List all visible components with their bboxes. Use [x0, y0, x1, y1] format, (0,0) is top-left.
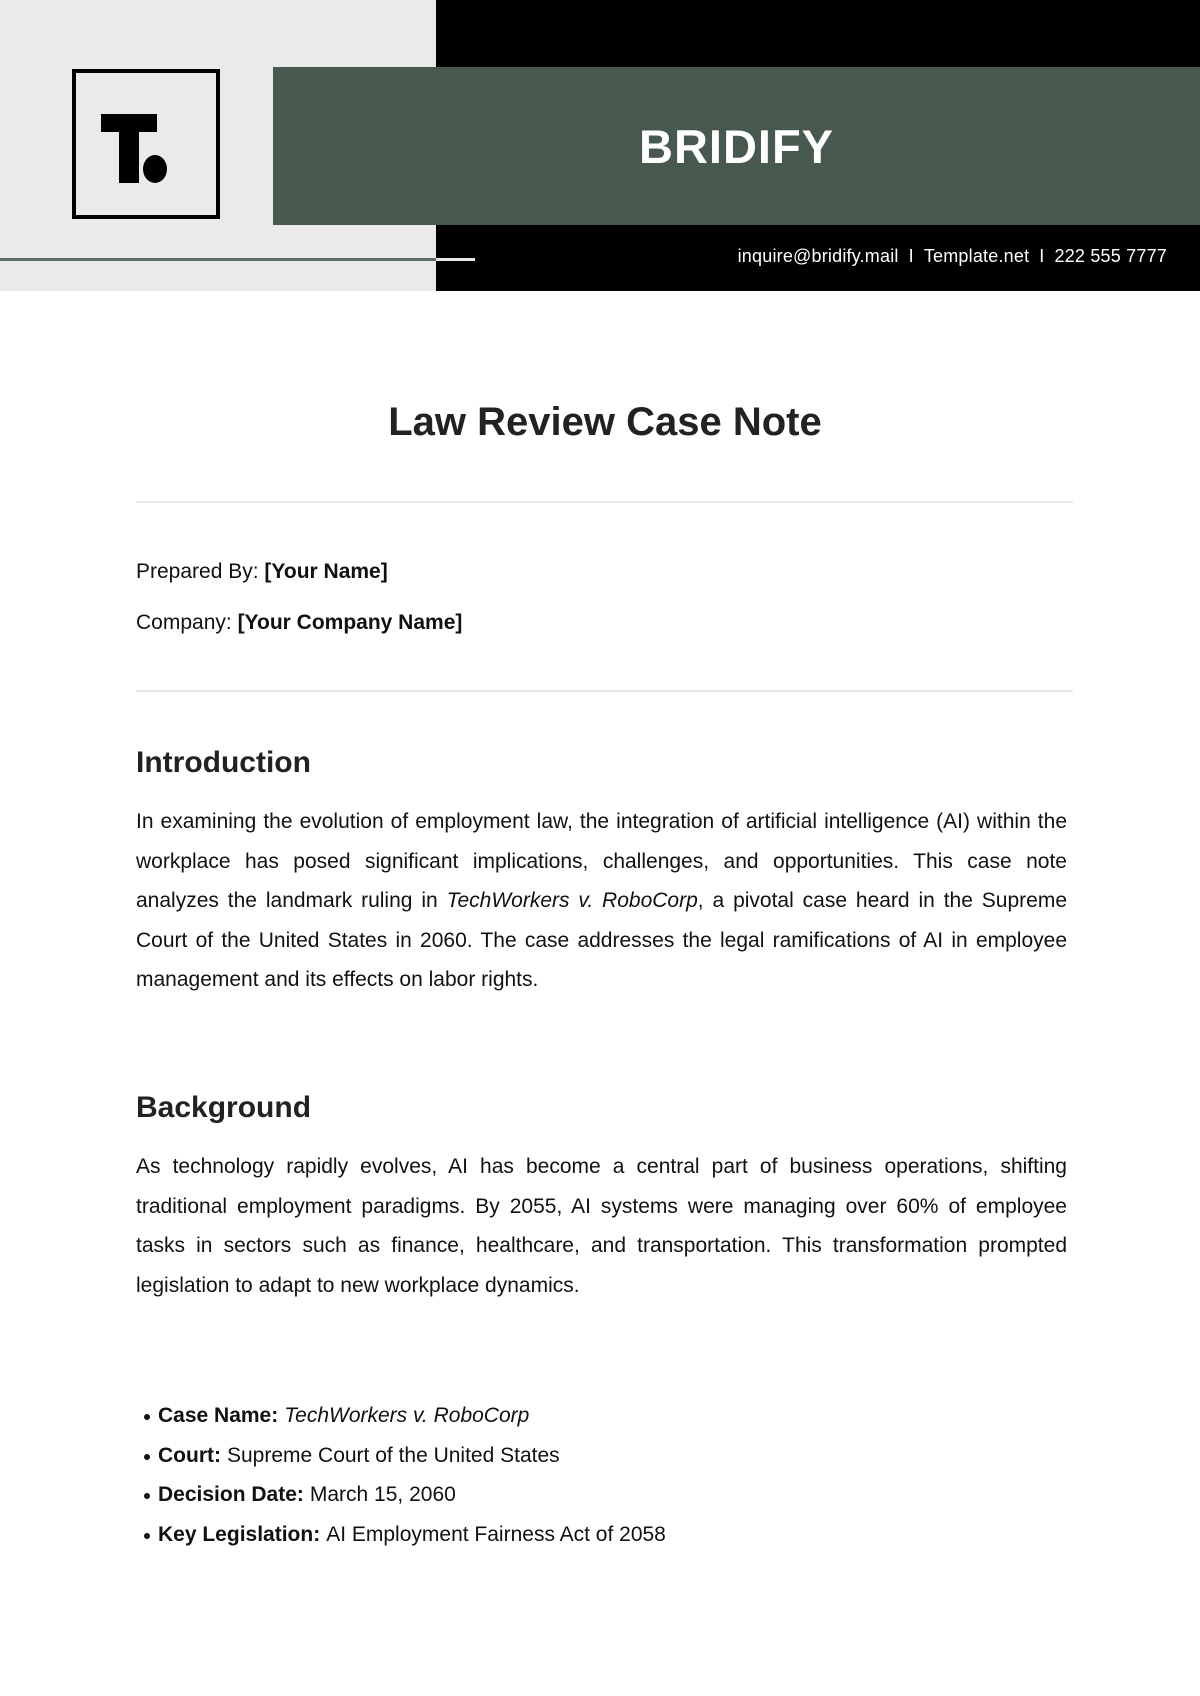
intro-case-name: TechWorkers v. RoboCorp	[446, 889, 698, 912]
company-value: [Your Company Name]	[237, 611, 463, 634]
fact-value: March 15, 2060	[309, 1483, 456, 1506]
logo-t-crossbar	[101, 114, 157, 132]
list-item	[144, 1396, 666, 1436]
list-item	[144, 1475, 666, 1515]
company-label: Company:	[136, 611, 232, 634]
fact-value: Supreme Court of the United States	[226, 1443, 560, 1467]
contact-separator: I	[1039, 246, 1045, 266]
list-item	[144, 1515, 666, 1555]
introduction-paragraph	[136, 802, 1067, 1000]
intro-text-b: , a pivotal case heard in the Supreme Court of the United States in 2060. The case addresses the legal ramifications of AI in employee management and its effects on labor rights.	[136, 889, 1068, 991]
fact-label: Decision Date:	[158, 1483, 304, 1506]
contact-separator: I	[908, 246, 914, 266]
bullet-icon	[144, 1414, 150, 1420]
fact-label: Court:	[158, 1443, 221, 1467]
prepared-by	[136, 560, 388, 584]
section-heading-background: Background	[136, 1091, 312, 1124]
divider	[136, 690, 1073, 692]
contact-website: Template.net	[923, 246, 1030, 266]
page-title: Law Review Case Note	[388, 400, 822, 444]
company-logo-icon	[72, 69, 220, 219]
brand-name: BRIDIFY	[639, 119, 834, 173]
logo-t-stem	[119, 131, 139, 183]
prepared-by-value: [Your Name]	[264, 560, 388, 583]
fact-label: Key Legislation:	[158, 1522, 321, 1546]
accent-line-tail	[436, 258, 475, 261]
letterhead-header	[0, 0, 1200, 291]
contact-phone: 222 555 7777	[1054, 246, 1167, 266]
section-heading-introduction: Introduction	[136, 746, 311, 779]
divider	[136, 501, 1073, 503]
bullet-icon	[144, 1493, 150, 1499]
accent-line	[0, 258, 436, 261]
bullet-icon	[144, 1533, 150, 1539]
case-facts-list	[144, 1396, 666, 1554]
fact-value: AI Employment Fairness Act of 2058	[326, 1522, 666, 1546]
contact-line	[738, 246, 1167, 267]
intro-text-a: In examining the evolution of employment law, the integration of artificial intelligence (AI) within the workplace has posed significant implications, challenges, and opportunities. This case note analyzes the landmark ruling in	[136, 810, 1067, 912]
fact-label: Case Name:	[158, 1404, 279, 1427]
list-item	[144, 1436, 666, 1476]
prepared-by-label: Prepared By:	[136, 560, 259, 583]
background-paragraph: As technology rapidly evolves, AI has become a central part of business operations, shifting traditional employment paradigms. By 2055, AI systems were managing over 60% of employee tasks in sectors such as finance, healthcare, and transportation. This transformation prompted legislation to adapt to new workplace dynamics.	[136, 1155, 1067, 1297]
fact-value: TechWorkers v. RoboCorp	[284, 1404, 530, 1427]
bullet-icon	[144, 1454, 150, 1460]
contact-email: inquire@bridify.mail	[737, 246, 899, 266]
company	[136, 611, 462, 635]
logo-dot	[143, 155, 167, 183]
